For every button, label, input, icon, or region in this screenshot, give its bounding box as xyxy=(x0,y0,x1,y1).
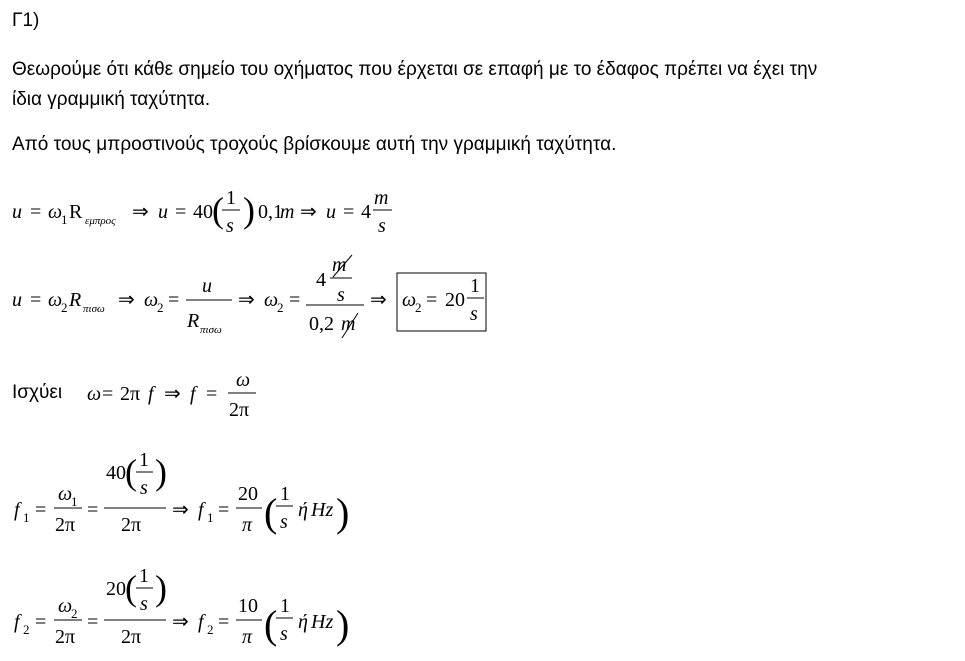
svg-text:=: = xyxy=(426,289,438,311)
svg-text:=: = xyxy=(206,383,218,405)
svg-text:20: 20 xyxy=(445,289,465,311)
svg-text:ω: ω xyxy=(58,483,73,505)
svg-text:Hz: Hz xyxy=(311,611,334,633)
equation-linear-speed xyxy=(12,187,392,237)
svg-text:⇒: ⇒ xyxy=(300,201,317,223)
svg-text:m: m xyxy=(280,201,295,223)
svg-text:2π: 2π xyxy=(121,514,142,536)
svg-text:): ) xyxy=(155,568,167,608)
svg-text:2: 2 xyxy=(415,300,422,315)
svg-text:): ) xyxy=(243,190,255,230)
svg-text:(: ( xyxy=(264,490,278,535)
svg-text:u: u xyxy=(158,201,168,223)
svg-text:R: R xyxy=(69,201,83,223)
svg-text:πισω: πισω xyxy=(200,324,222,336)
svg-text:2π: 2π xyxy=(121,626,142,648)
svg-text:f: f xyxy=(198,611,204,633)
svg-text:1: 1 xyxy=(280,595,290,617)
svg-text:(: ( xyxy=(264,602,278,647)
svg-text:ω: ω xyxy=(236,369,251,391)
svg-text:f: f xyxy=(148,383,154,405)
svg-text:1: 1 xyxy=(226,187,236,209)
svg-text:1: 1 xyxy=(470,275,480,297)
svg-text:⇒: ⇒ xyxy=(370,289,387,311)
svg-text:f: f xyxy=(14,611,20,633)
svg-text:πισω: πισω xyxy=(83,303,105,315)
svg-text:2π: 2π xyxy=(55,514,76,536)
svg-text:u: u xyxy=(12,289,22,311)
paragraph-1-line-2: ίδια γραμμική ταχύτητα. xyxy=(12,89,211,110)
svg-text:s: s xyxy=(378,215,386,237)
svg-text:ω: ω xyxy=(48,201,63,223)
svg-text:u: u xyxy=(12,201,22,223)
equation-frequency-relation xyxy=(87,369,256,421)
svg-text:π: π xyxy=(242,514,253,536)
svg-text:f: f xyxy=(198,499,204,521)
svg-text:s: s xyxy=(280,623,288,645)
svg-text:=: = xyxy=(87,499,99,521)
svg-text:ω: ω xyxy=(144,289,159,311)
svg-text:1: 1 xyxy=(61,212,68,227)
svg-text:10: 10 xyxy=(238,595,258,617)
svg-text:Hz: Hz xyxy=(311,499,334,521)
svg-text:=: = xyxy=(218,499,230,521)
svg-text:⇒: ⇒ xyxy=(238,289,255,311)
svg-text:40: 40 xyxy=(193,201,213,223)
svg-text:1: 1 xyxy=(139,449,149,471)
svg-text:20: 20 xyxy=(106,578,126,600)
svg-text:ή: ή xyxy=(298,611,308,633)
svg-text:2: 2 xyxy=(71,606,78,621)
svg-text:=: = xyxy=(30,201,42,223)
svg-text:=: = xyxy=(30,289,42,311)
svg-text:⇒: ⇒ xyxy=(164,383,181,405)
svg-text:2: 2 xyxy=(207,622,214,637)
equation-angular-velocity-rear xyxy=(12,254,486,338)
svg-text:1: 1 xyxy=(71,494,78,509)
svg-text:4: 4 xyxy=(361,201,371,223)
svg-text:s: s xyxy=(226,215,234,237)
svg-text:2: 2 xyxy=(61,300,68,315)
svg-text:2π: 2π xyxy=(229,399,250,421)
svg-text:40: 40 xyxy=(106,462,126,484)
svg-text:1: 1 xyxy=(139,565,149,587)
section-label: Γ1) xyxy=(12,10,40,31)
svg-text:2: 2 xyxy=(23,622,30,637)
svg-text:εμπρος: εμπρος xyxy=(85,215,116,227)
svg-text:0,2: 0,2 xyxy=(309,313,334,335)
svg-text:s: s xyxy=(140,477,148,499)
svg-text:=: = xyxy=(102,383,114,405)
svg-text:): ) xyxy=(155,452,167,492)
svg-text:20: 20 xyxy=(238,483,258,505)
svg-text:ω: ω xyxy=(264,289,279,311)
svg-text:=: = xyxy=(175,201,187,223)
svg-text:): ) xyxy=(336,602,350,647)
svg-text:=: = xyxy=(87,611,99,633)
svg-text:2π: 2π xyxy=(120,383,141,405)
svg-text:(: ( xyxy=(212,190,224,230)
isxyei-label: Ισχύει xyxy=(12,382,63,403)
svg-text:ω: ω xyxy=(48,289,63,311)
svg-text:ω: ω xyxy=(87,383,102,405)
svg-text:s: s xyxy=(470,303,478,325)
svg-text:4: 4 xyxy=(316,269,326,291)
svg-text:=: = xyxy=(289,289,301,311)
svg-text:): ) xyxy=(336,490,350,535)
svg-text:2: 2 xyxy=(157,300,164,315)
svg-text:=: = xyxy=(343,201,355,223)
svg-text:s: s xyxy=(337,284,345,306)
svg-text:m: m xyxy=(374,187,389,209)
svg-text:u: u xyxy=(202,275,212,297)
svg-text:=: = xyxy=(218,611,230,633)
svg-text:u: u xyxy=(326,201,336,223)
svg-text:(: ( xyxy=(125,452,137,492)
paragraph-2: Από τους μπροστινούς τροχούς βρίσκουμε αυτή την γραμμική ταχύτητα. xyxy=(12,134,617,155)
svg-text:=: = xyxy=(35,611,47,633)
svg-text:ή: ή xyxy=(298,499,308,521)
svg-text:s: s xyxy=(140,593,148,615)
svg-text:(: ( xyxy=(125,568,137,608)
svg-text:2π: 2π xyxy=(55,626,76,648)
svg-text:⇒: ⇒ xyxy=(132,201,149,223)
svg-text:⇒: ⇒ xyxy=(172,611,189,633)
svg-text:⇒: ⇒ xyxy=(172,499,189,521)
equation-f1 xyxy=(14,449,349,536)
svg-text:ω: ω xyxy=(402,289,417,311)
svg-text:f: f xyxy=(190,383,196,405)
svg-text:1: 1 xyxy=(23,510,30,525)
svg-text:R: R xyxy=(69,289,82,311)
svg-text:R: R xyxy=(187,310,200,332)
svg-text:m: m xyxy=(341,313,356,335)
svg-text:1: 1 xyxy=(280,483,290,505)
svg-text:ω: ω xyxy=(58,595,73,617)
svg-text:s: s xyxy=(280,511,288,533)
svg-text:2: 2 xyxy=(277,300,284,315)
svg-text:⇒: ⇒ xyxy=(118,289,135,311)
svg-text:f: f xyxy=(14,499,20,521)
equation-f2 xyxy=(14,565,349,648)
svg-text:0,1: 0,1 xyxy=(258,201,283,223)
svg-text:m: m xyxy=(332,254,347,276)
svg-text:=: = xyxy=(168,289,180,311)
svg-text:1: 1 xyxy=(207,510,214,525)
paragraph-1-line-1: Θεωρούμε ότι κάθε σημείο του οχήματος που έρχεται σε επαφή με το έδαφος πρέπει να έχει την xyxy=(12,59,818,80)
svg-text:=: = xyxy=(35,499,47,521)
svg-text:π: π xyxy=(242,626,253,648)
